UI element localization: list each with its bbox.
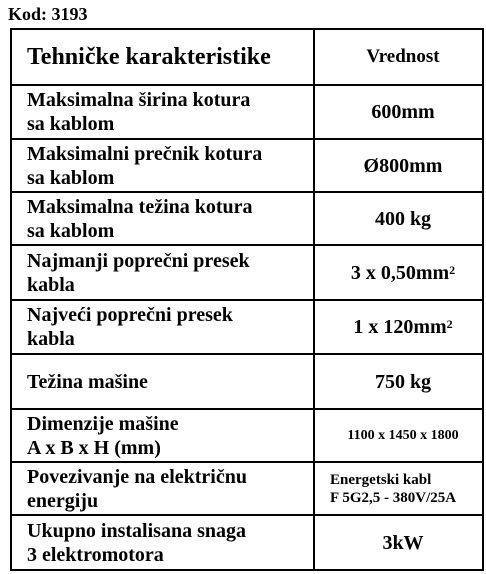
row-name-line: Maksimalna širina kotura	[27, 89, 251, 111]
row-name-line: kabla	[27, 328, 75, 350]
row-name-line: Težina mašine	[27, 370, 148, 393]
row-value-power-connection	[314, 462, 483, 515]
row-name-line: Najveći poprečni presek	[27, 304, 233, 326]
table-row	[11, 245, 483, 300]
table-row	[11, 462, 483, 515]
table-row	[11, 515, 483, 570]
row-name-line: sa kablom	[27, 166, 115, 189]
product-code: Kod: 3193	[8, 4, 88, 24]
row-value-machine-weight: 750 kg	[314, 354, 483, 409]
row-name-line: sa kablom	[27, 113, 115, 135]
row-name-line: Maksimalna težina kotura	[27, 195, 253, 218]
row-value-max-diameter: Ø800mm	[314, 139, 483, 192]
header-characteristics: Tehničke karakteristike	[11, 29, 314, 85]
header-value: Vrednost	[314, 29, 483, 85]
table-row	[11, 85, 483, 139]
row-name-dimensions	[11, 409, 314, 462]
row-name-power-connection	[11, 462, 314, 515]
row-name-line: kabla	[27, 273, 75, 296]
row-name-line: Maksimalni prečnik kotura	[27, 142, 263, 165]
superscript-exponent: 2	[449, 262, 456, 277]
specifications-table	[10, 28, 484, 571]
row-name-line: Najmanji poprečni presek	[27, 249, 250, 272]
value-line: F 5G2,5 - 380V/25A	[330, 489, 457, 506]
table-row	[11, 409, 483, 462]
row-name-line: Ukupno instalisana snaga	[27, 519, 246, 542]
row-name-line: A x B x H (mm)	[27, 436, 161, 459]
row-name-line: sa kablom	[27, 219, 115, 242]
row-value-dimensions: 1100 x 1450 x 1800	[314, 409, 483, 462]
row-value-min-cross-section	[314, 245, 483, 300]
row-value-max-weight: 400 kg	[314, 192, 483, 245]
row-name-min-cross-section	[11, 245, 314, 300]
row-name-max-cross-section	[11, 300, 314, 354]
value-text: 3 x 0,50mm	[350, 261, 450, 284]
row-name-line: 3 elektromotora	[27, 543, 164, 566]
row-name-line: energiju	[27, 489, 99, 512]
row-name-max-diameter	[11, 139, 314, 192]
row-name-line: Dimenzije mašine	[27, 412, 179, 435]
row-name-max-width	[11, 85, 314, 139]
row-name-machine-weight	[11, 354, 314, 409]
table-row	[11, 192, 483, 245]
table-row	[11, 300, 483, 354]
table-row	[11, 139, 483, 192]
row-value-installed-power: 3kW	[314, 515, 483, 570]
row-name-installed-power	[11, 515, 314, 570]
row-name-max-weight	[11, 192, 314, 245]
table-header-row	[11, 29, 483, 85]
row-value-max-width: 600mm	[314, 85, 483, 139]
value-line: Energetski kabl	[330, 471, 432, 488]
row-value-max-cross-section	[314, 300, 483, 354]
value-text: 1 x 120mm	[353, 316, 447, 338]
superscript-exponent: 2	[446, 317, 453, 331]
row-name-line: Povezivanje na električnu	[27, 465, 247, 488]
table-row	[11, 354, 483, 409]
